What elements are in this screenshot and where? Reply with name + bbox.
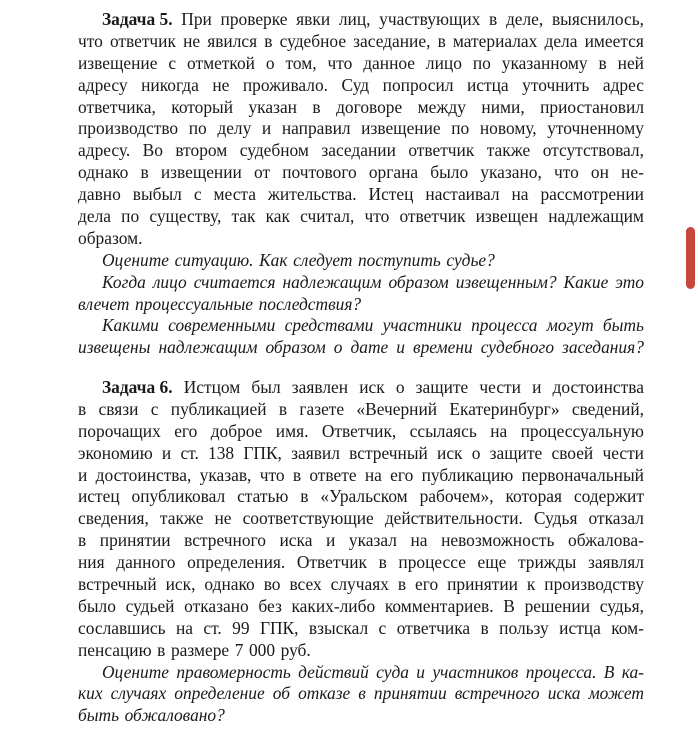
task-5-line-0: Задача 5. При проверке явки лиц, участвующих в деле, выяснилось,: [102, 9, 644, 29]
task-6-text-line: в связи с публикацией в газете «Вечерний Екатеринбург» сведений,: [78, 398, 644, 419]
task-6-title: Задача 6.: [102, 377, 173, 397]
task-6-question: ких случаях определение об отказе в принятии встречного иска может: [78, 683, 644, 704]
task-5-text-line: адресу. Во втором судебном заседании ответчик также отсутствовал,: [78, 140, 644, 161]
task-6-text-line: встречный иск, однако во всех случаях в его принятии к производству: [78, 574, 644, 595]
task-6-text-line: сведения, также не соответствующие действительности. Судья отказал: [78, 508, 644, 529]
task-6-text-line: экономию и ст. 138 ГПК, заявил встречный иск о защите своей чести: [78, 442, 644, 463]
task-6-text-line: порочащих его доброе имя. Ответчик, ссылаясь на процессуальную: [78, 420, 644, 441]
task-6-question: Оцените правомерность действий суда и участников процесса. В ка-: [102, 661, 644, 682]
task-5-text-line: ответчика, который указан в договоре между ними, приостановил: [78, 96, 644, 117]
task-5-title: Задача 5.: [102, 9, 173, 29]
task-6: [78, 377, 644, 727]
task-5-text-line: производство по делу и направил извещение по новому, уточненному: [78, 118, 644, 139]
scrollbar-thumb[interactable]: [686, 227, 695, 289]
task-6-text-line: ния данного определения. Ответчик в процессе еще трижды заявлял: [78, 552, 644, 573]
task-5-question: Когда лицо считается надлежащим образом извещенным? Какие это: [102, 271, 644, 292]
task-6-text-line: пенсацию в размере 7 000 руб.: [78, 639, 311, 660]
task-6-text-line: и достоинства, указав, что в ответе на его публикацию первоначальный: [78, 464, 644, 485]
task-5: [78, 9, 644, 359]
task-5-text-line: однако в извещении от почтового органа было указано, что он не-: [78, 162, 644, 183]
task-6-text-line: было судьей отказано без каких-либо комментариев. В решении судья,: [78, 595, 644, 616]
task-5-question: влечет процессуальные последствия?: [78, 293, 362, 314]
task-5-text-line: давно выбыл с места жительства. Истец настаивал на рассмотрении: [78, 184, 644, 205]
task-5-text-line: адресу никогда не проживало. Суд попросил истца уточнить адрес: [78, 74, 644, 95]
task-5-text-line: дела по существу, так как считал, что ответчик извещен надлежащим: [78, 206, 644, 227]
task-6-text-line: истец опубликовал статью в «Уральском рабочем», которая содержит: [78, 486, 644, 507]
task-6-line-0: Задача 6. Истцом был заявлен иск о защите чести и достоинства: [102, 377, 644, 397]
task-5-question: Какими современными средствами участники процесса могут быть: [102, 315, 644, 336]
task-6-question: быть обжаловано?: [78, 705, 225, 726]
task-5-text-line: что ответчик не явился в судебное заседание, в материалах дела имеется: [78, 30, 644, 51]
task-5-text-line: образом.: [78, 227, 143, 248]
task-5-question: извещены надлежащим образом о дате и времени судебного заседания?: [78, 337, 644, 358]
task-6-text-line: в принятии встречного иска и указал на невозможность обжалова-: [78, 530, 644, 551]
task-6-text-line: сославшись на ст. 99 ГПК, взыскал с ответчика в пользу истца ком-: [78, 617, 644, 638]
task-5-text-line: извещение с отметкой о том, что данное лицо по указанному в ней: [78, 52, 644, 73]
task-5-question: Оцените ситуацию. Как следует поступить судье?: [102, 249, 495, 270]
